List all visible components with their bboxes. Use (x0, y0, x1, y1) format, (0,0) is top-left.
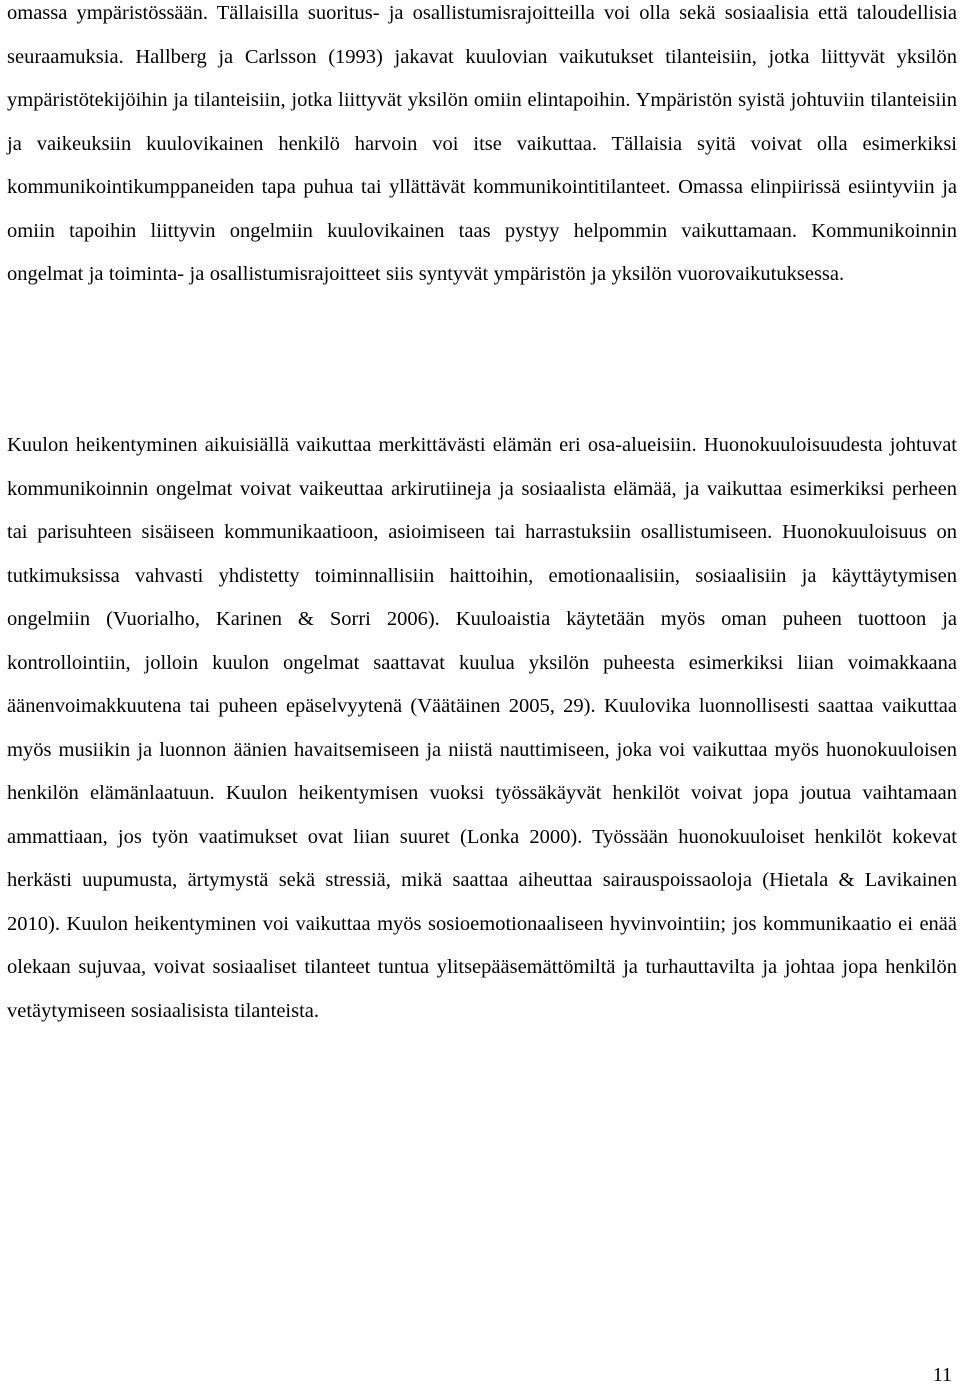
body-paragraph-2: Kuulon heikentyminen aikuisiällä vaikuttaa merkittävästi elämän eri osa-alueisiin. Huonokuuloisuudesta johtuvat kommunikoinnin ongelmat voivat vaikeuttaa arkirutiineja ja sosiaalista elämää, ja vaikuttaa esimerkiksi perheen tai parisuhteen sisäiseen kommunikaatioon, asioimiseen tai harrastuksiin osallistumiseen. Huonokuuloisuus on tutkimuksissa vahvasti yhdistetty toiminnallisiin haittoihin, emotionaalisiin, sosiaalisiin ja käyttäytymisen ongelmiin (Vuorialho, Karinen & Sorri 2006). Kuuloaistia käytetään myös oman puheen tuottoon ja kontrollointiin, jolloin kuulon ongelmat saattavat kuulua yksilön puheesta esimerkiksi liian voimakkaana äänenvoimakkuutena tai puheen epäselvyytenä (Väätäinen 2005, 29). Kuulovika luonnollisesti saattaa vaikuttaa myös musiikin ja luonnon äänien havaitsemiseen ja niistä nauttimiseen, joka voi vaikuttaa myös huonokuuloisen henkilön elämänlaatuun. Kuulon heikentymisen vuoksi työssäkäyvät henkilöt voivat jopa joutua vaihtamaan ammattiaan, jos työn vaatimukset ovat liian suuret (Lonka 2000). Työssään huonokuuloiset henkilöt kokevat herkästi uupumusta, ärtymystä sekä stressiä, mikä saattaa aiheuttaa sairauspoissaoloja (Hietala & Lavikainen 2010). Kuulon heikentyminen voi vaikuttaa myös sosioemotionaaliseen hyvinvointiin; jos kommunikaatio ei enää olekaan sujuvaa, voivat sosiaaliset tilanteet tuntua ylitsepääsemättömiltä ja turhauttavilta ja johtaa jopa henkilön vetäytymiseen sosiaalisista tilanteista. (7, 434, 957, 1022)
page-number: 11 (932, 1364, 952, 1386)
body-paragraph-1: omassa ympäristössään. Tällaisilla suoritus- ja osallistumisrajoitteilla voi olla sekä sosiaalisia että taloudellisia seuraamuksia. Hallberg ja Carlsson (1993) jakavat kuulovian vaikutukset tilanteisiin, jotka liittyvät yksilön ympäristötekijöihin ja tilanteisiin, jotka liittyvät yksilön omiin elintapoihin. Ympäristön syistä johtuviin tilanteisiin ja vaikeuksiin kuulovikainen henkilö harvoin voi itse vaikuttaa. Tällaisia syitä voivat olla esimerkiksi kommunikointikumppaneiden tapa puhua tai yllättävät kommunikointitilanteet. Omassa elinpiirissä esiintyviin ja omiin tapoihin liittyvin ongelmiin kuulovikainen taas pystyy helpommin vaikuttamaan. Kommunikoinnin ongelmat ja toiminta- ja osallistumisrajoitteet siis syntyvät ympäristön ja yksilön vuorovaikutuksessa. (7, 2, 957, 285)
